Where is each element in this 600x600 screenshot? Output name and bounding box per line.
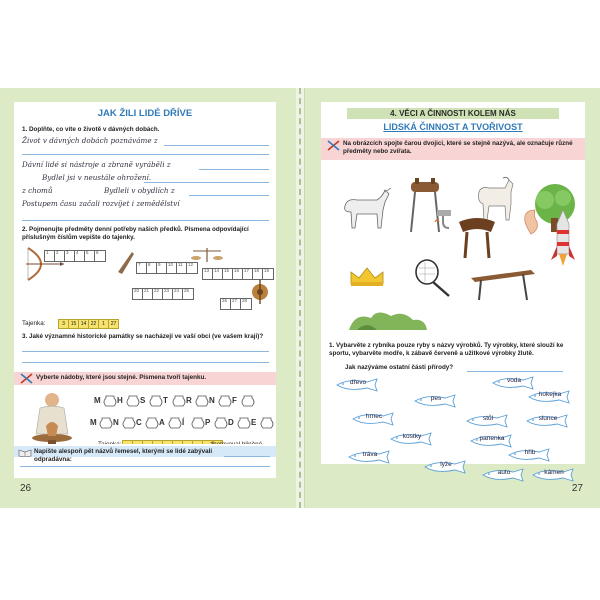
answer-box[interactable] xyxy=(182,288,194,300)
answer-line-3: Bydlel jsi v neustále ohrožení. xyxy=(42,173,152,182)
fish-item[interactable] xyxy=(527,390,573,404)
workbook-spread xyxy=(0,88,600,508)
tajenka-box[interactable]: 15 xyxy=(68,319,79,329)
pot-icon[interactable] xyxy=(217,394,233,408)
right-page xyxy=(304,88,600,508)
fish-label: panenka xyxy=(479,435,505,442)
pot-icon[interactable] xyxy=(171,394,187,408)
box-number: 3 xyxy=(66,250,69,255)
balance-beam-icon xyxy=(467,268,539,302)
box-number: 23 xyxy=(164,288,170,293)
pot-letter: H xyxy=(117,396,123,405)
question-other-parts: Jak nazýváme ostatní části přírody? xyxy=(345,364,454,371)
fish-label: dřevo xyxy=(349,379,367,386)
subtitle: LIDSKÁ ČINNOST A TVOŘIVOST xyxy=(383,122,523,132)
fish-label: hokejka xyxy=(538,391,562,398)
box-number: 1 xyxy=(46,250,49,255)
fish-label: auto xyxy=(497,469,511,476)
question-1-fish: 1. Vybarvěte z rybníka pouze ryby s názvy výrobků. Ty výrobky, které slouží ke sportu, vybarvěte modře, k zábavě červeně a užitkové výrobky žlutě. xyxy=(329,342,564,357)
left-page xyxy=(0,88,297,508)
pot-letter: M xyxy=(90,418,97,427)
horse-icon xyxy=(335,188,393,232)
answer-box[interactable] xyxy=(94,250,106,262)
box-number: 15 xyxy=(224,268,230,273)
page-number-right: 27 xyxy=(571,483,583,494)
pot-letter: M xyxy=(94,396,101,405)
blank-rule[interactable] xyxy=(144,182,269,183)
pot-icon[interactable] xyxy=(144,416,160,430)
pot-letter: P xyxy=(205,418,211,427)
fish-item[interactable] xyxy=(465,414,511,428)
box-number: 27 xyxy=(232,298,238,303)
box-number: 10 xyxy=(168,262,174,267)
tajenka-box[interactable]: 3 xyxy=(58,319,69,329)
pot-icon[interactable] xyxy=(121,416,137,430)
fish-item[interactable] xyxy=(481,468,527,482)
rocket-icon xyxy=(551,208,575,270)
pot-icon[interactable] xyxy=(240,394,256,408)
box-number: 16 xyxy=(234,268,240,273)
crown-icon xyxy=(347,264,387,288)
gutter xyxy=(296,88,304,508)
pot-icon[interactable] xyxy=(102,394,118,408)
pot-icon[interactable] xyxy=(259,416,275,430)
potter-illustration xyxy=(22,390,80,452)
question-4: Napište alespoň pět názvů řemesel, kterými se lidé zabývali odpradávna: xyxy=(34,448,213,463)
blank-rule[interactable] xyxy=(22,362,269,363)
tajenka-box[interactable]: 1 xyxy=(98,319,109,329)
blank-rule[interactable] xyxy=(164,145,269,146)
box-number: 9 xyxy=(158,262,161,267)
tajenka-box[interactable]: 22 xyxy=(88,319,99,329)
scale-icon xyxy=(190,246,224,264)
question-3: 3. Jaké významné historické památky se nacházejí ve vaší obci (ve vašem kraji)? xyxy=(22,333,264,340)
box-number: 12 xyxy=(188,262,194,267)
pot-letter: Í xyxy=(182,418,185,427)
blank-rule[interactable] xyxy=(189,195,269,196)
box-number: 7 xyxy=(138,262,141,267)
fish-label: kámen xyxy=(544,469,564,476)
pot-icon[interactable] xyxy=(213,416,229,430)
answer-line-2: Dávní lidé si nástroje a zbraně vyráběli z xyxy=(22,160,171,169)
saddle-icon xyxy=(455,214,499,260)
blank-rule[interactable] xyxy=(22,220,269,221)
faucet-icon xyxy=(433,208,457,234)
crossed-pencils-icon xyxy=(20,373,34,384)
fish-label: stůl xyxy=(482,415,494,422)
box-number: 13 xyxy=(204,268,210,273)
box-number: 25 xyxy=(184,288,190,293)
box-number: 17 xyxy=(244,268,250,273)
fish-item[interactable] xyxy=(491,376,537,390)
box-number: 19 xyxy=(264,268,270,273)
rocks-icon xyxy=(347,308,429,332)
crafts-panel xyxy=(14,444,276,478)
answer-box[interactable] xyxy=(240,298,252,310)
box-number: 6 xyxy=(96,250,99,255)
tennis-racket-icon xyxy=(413,258,453,298)
box-number: 22 xyxy=(154,288,160,293)
box-number: 24 xyxy=(174,288,180,293)
box-number: 20 xyxy=(134,288,140,293)
chapter-title: 4. VĚCI A ČINNOSTI KOLEM NÁS xyxy=(390,109,516,118)
pot-letter: N xyxy=(113,418,119,427)
box-number: 4 xyxy=(76,250,79,255)
fish-item[interactable] xyxy=(335,378,381,392)
answer-line-1: Život v dávných dobách poznáváme z xyxy=(22,136,158,145)
pots-instruction: Vyberte nádoby, které jsou stejné. Písmena tvoří tajenku. xyxy=(36,374,207,381)
tajenka-box[interactable]: 14 xyxy=(78,319,89,329)
answer-line-6: Postupem času začali rozvíjet i zemědělství xyxy=(22,199,180,208)
answer-line-4: z chomů xyxy=(22,186,53,195)
pot-letter: C xyxy=(136,418,142,427)
fish-item[interactable] xyxy=(507,448,553,462)
box-number: 28 xyxy=(242,298,248,303)
pot-letter: S xyxy=(140,396,146,405)
fish-item[interactable] xyxy=(531,468,577,482)
fish-label: kostky xyxy=(402,433,422,440)
crossed-pencils-icon xyxy=(327,140,341,151)
fish-label: tráva xyxy=(362,451,378,458)
tajenka-label: Tajenka: xyxy=(22,320,46,327)
question-1: 1. Doplňte, co víte o životě v dávných dobách. xyxy=(22,126,160,133)
pot-letter: E xyxy=(251,418,257,427)
fish-item[interactable] xyxy=(469,434,515,448)
fish-item[interactable] xyxy=(347,450,393,464)
box-number: 18 xyxy=(254,268,260,273)
box-number: 14 xyxy=(214,268,220,273)
fish-label: hrnec xyxy=(365,413,383,420)
fish-label: voda xyxy=(506,377,522,384)
page-number-left: 26 xyxy=(20,483,32,494)
right-sheet xyxy=(321,102,585,476)
fish-item[interactable] xyxy=(389,432,435,446)
blank-rule[interactable] xyxy=(22,351,269,352)
answer-line-5: Bydleli v obydlích z xyxy=(104,186,175,195)
question-2: 2. Pojmenujte předměty denní potřeby našich předků. Písmena odpovídající příslušným číslům vepište do tajenky. xyxy=(22,226,249,241)
box-number: 5 xyxy=(86,250,89,255)
pot-icon[interactable] xyxy=(194,394,210,408)
fish-item[interactable] xyxy=(351,412,397,426)
fish-item[interactable] xyxy=(423,460,469,474)
box-number: 2 xyxy=(56,250,59,255)
box-number: 11 xyxy=(178,262,183,267)
left-sheet xyxy=(14,102,276,464)
pot-letter: A xyxy=(159,418,165,427)
fish-label: lyže xyxy=(440,461,452,468)
pot-icon[interactable] xyxy=(190,416,206,430)
pot-icon[interactable] xyxy=(98,416,114,430)
book-pen-icon xyxy=(18,447,32,457)
blank-rule[interactable] xyxy=(199,169,269,170)
pot-letter: N xyxy=(209,396,215,405)
ear-icon xyxy=(521,208,541,236)
blank-rule[interactable] xyxy=(22,154,269,155)
pot-icon[interactable] xyxy=(236,416,252,430)
knife-icon xyxy=(114,248,138,276)
pot-icon[interactable] xyxy=(125,394,141,408)
blank-rule[interactable] xyxy=(224,456,270,457)
fish-label: slunce xyxy=(538,415,558,422)
box-number: 26 xyxy=(222,298,228,303)
fish-label: hřib xyxy=(524,449,536,456)
pot-letter: F xyxy=(232,396,237,405)
pot-icon[interactable] xyxy=(167,416,183,430)
box-number: 21 xyxy=(144,288,150,293)
fish-item[interactable] xyxy=(525,414,571,428)
box-number: 8 xyxy=(148,262,151,267)
pot-letter: R xyxy=(186,396,192,405)
page-title: JAK ŽILI LIDÉ DŘÍVE xyxy=(97,108,193,119)
pot-icon[interactable] xyxy=(148,394,164,408)
pot-letter: D xyxy=(228,418,234,427)
fish-item[interactable] xyxy=(413,394,459,408)
pot-letter: T xyxy=(163,396,168,405)
blank-rule[interactable] xyxy=(467,371,563,372)
fish-label: pes xyxy=(430,395,442,402)
tajenka-box[interactable]: 27 xyxy=(108,319,119,329)
intro-instruction: Na obrázcích spojte čarou dvojici, které se stejně nazývá, ale označuje různé předměty nebo zvířata. xyxy=(343,140,573,155)
blank-rule[interactable] xyxy=(20,466,270,467)
